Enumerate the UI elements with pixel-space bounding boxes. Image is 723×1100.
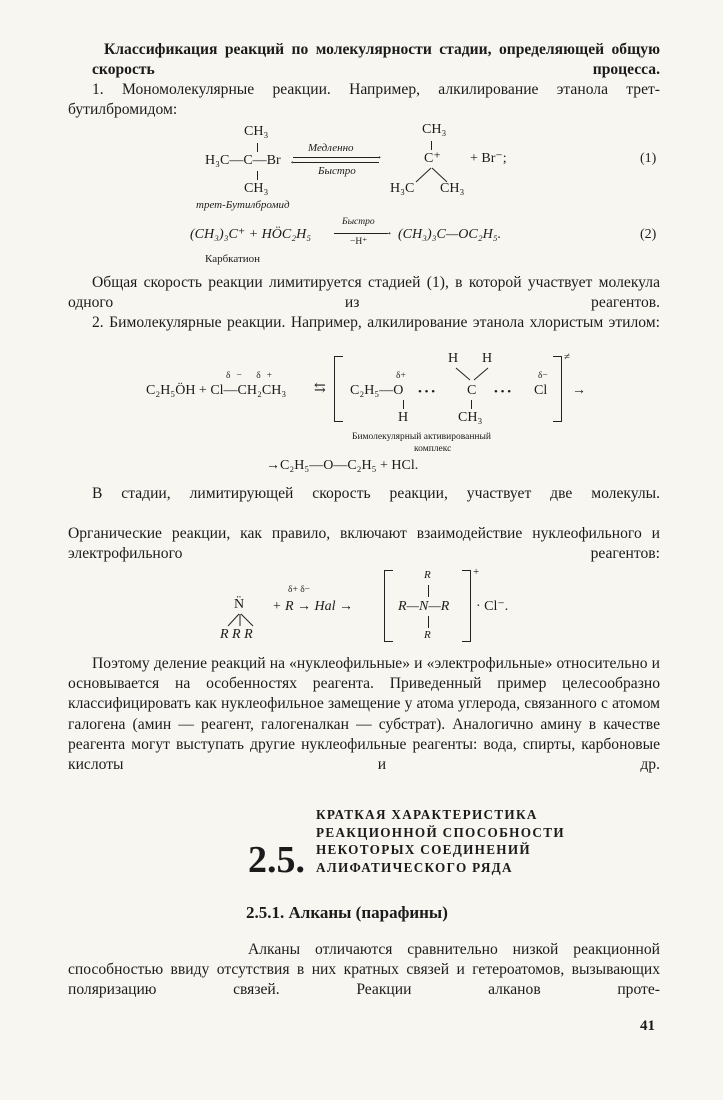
eq3-complex-cl: Cl xyxy=(534,383,548,398)
book-page: Классификация реакций по молекулярности стадии, определяющей общую скорость процесса. 1. Мономолекулярные реакции. Например, алкилирование этанола трет-бутилбромидом: CH₃ H₃C—C—Br CH₃ Медленно → ← Быстро CH₃ C⁺ + Br⁻; H₃C CH₃ (1) трет-Бутилбромид (CH₃)₃C⁺ + HÖC₂H₅ Быстро → −H⁺ (CH₃)₃C—OC₂H₅. (2) Карбкатион Общая скорость реакции лимитируется стадией (1), в которой участвует молекула одного из реагентов. 2. Бимолекулярные реакции. Например, алкилирование этанола хлористым этилом: δ− δ+ C₂H₅ÖH + Cl—CH₂CH₃ ⇆ δ+ C₂H₅—O • • • H H C • • • δ− Cl H CH₃ ≠ → Бимолекулярный активированный комплекс →C₂H₅—O—C₂H₅ + HCl. В стадии, лимитирующей скорость реакции, участвует две молекулы. Органические реакции, как правило, включают взаимодействие нуклеофильного и электрофильного реагентов: N̈ R R R δ+ δ− + R → Hal → R R—N—R R + · Cl⁻. Поэтому деление реакций на «нуклеофильные» и «электрофильные» относительно и основывается на особенностях реагента. Приведенный пример целесообразно классифицировать как нуклеофильное замещение у атома углерода, связанного с атомом галогена (амин — реагент, галогеналкан — субстрат). Аналогично амину в качестве реагента могут выступать другие нуклеофильные реагенты: вода, спирты, карбоновые кислоты и др. 2.5. КРАТКАЯ ХАРАКТЕРИСТИКА РЕАКЦИОННОЙ СПОСОБНОСТИ НЕКОТОРЫХ СОЕДИНЕНИЙ АЛИФАТИЧЕСКОГО РЯДА 2.5.1. Алканы (парафины) Алканы отличаются сравнительно низкой реакционной способностью ввиду отсутствия в них кратных связей и гетероатомов, вызывающих поляризацию связей. Реакции алканов проте- 41 xyxy=(68,41,660,1034)
classification-heading: Классификация реакций по молекулярности стадии, определяющей общую скорость процесса. xyxy=(92,41,660,79)
eq2-arrow-bottom: −H⁺ xyxy=(350,237,368,247)
eq3-complex-left: C₂H₅—O xyxy=(350,383,404,398)
eq1-number: (1) xyxy=(640,151,657,166)
section-title: КРАТКАЯ ХАРАКТЕРИСТИКА РЕАКЦИОННОЙ СПОСОБНОСТИ НЕКОТОРЫХ СОЕДИНЕНИЙ АЛИФАТИЧЕСКОГО РЯДА xyxy=(316,807,565,875)
eq1-cation-left: H₃C xyxy=(390,181,415,196)
paragraph-classification: Поэтому деление реакций на «нуклеофильные» и «электрофильные» относительно и основывается на особенностях реагента. Приведенный пример целесообразно классифицировать как нуклеофильное замещение у атома углерода, связанного с атомом галогена (амин — реагент, галогеналкан — субстрат). Аналогично амину в качестве реагента могут выступать другие нуклеофильные реагенты: вода, спирты, карбоновые кислоты и др. xyxy=(68,655,660,774)
eq3-caption-line2: комплекс xyxy=(414,444,452,454)
eq4-product-r-bottom: R xyxy=(424,629,431,641)
eq3-complex-dots1: • • • xyxy=(418,386,436,398)
eq3-complex-c: C xyxy=(467,383,477,398)
eq4-rrr: R R R xyxy=(220,627,253,642)
eq1-cation-ch3: CH₃ xyxy=(422,122,447,137)
eq4-charge: + xyxy=(473,566,480,578)
eq1-arrow-top-label: Медленно xyxy=(308,142,354,154)
eq3-ch3-bottom: CH₃ xyxy=(458,410,483,425)
eq3-transition: ≠ xyxy=(564,351,571,363)
eq1-ch3-top: CH₃ xyxy=(244,124,269,139)
eq3-reactants: C₂H₅ÖH + Cl—CH₂CH₃ xyxy=(146,383,287,398)
eq3-caption-line1: Бимолекулярный активированный xyxy=(352,432,491,442)
eq2-caption: Карбкатион xyxy=(205,253,261,265)
paragraph-bimolecular: В стадии, лимитирующей скорость реакции, участвует две молекулы. xyxy=(92,485,660,502)
eq3-charges: δ− δ+ xyxy=(226,371,279,381)
item2-text: 2. Бимолекулярные реакции. Например, алкилирование этанола хлористым этилом: xyxy=(92,314,660,331)
paragraph-rate-step: Общая скорость реакции лимитируется стадией (1), в которой участвует молекула одного из реагентов. xyxy=(68,274,660,312)
eq3-h-top-right: H xyxy=(482,351,493,366)
eq2-number: (2) xyxy=(640,227,657,242)
eq3-delta-plus: δ+ xyxy=(396,371,406,381)
page-number: 41 xyxy=(640,1018,655,1034)
eq1-caption: трет-Бутилбромид xyxy=(196,199,290,211)
eq3-complex-dots2: • • • xyxy=(494,386,512,398)
paragraph-alkanes: Алканы отличаются сравнительно низкой реакционной способностью ввиду отсутствия в них кратных связей и гетероатомов, вызывающих поляризацию связей. Реакции алканов проте- xyxy=(68,941,660,999)
eq2-right: (CH₃)₃C—OC₂H₅. xyxy=(398,227,502,242)
eq1-bromide: + Br⁻; xyxy=(470,151,507,166)
eq4-anion: · Cl⁻. xyxy=(476,599,509,614)
eq2-arrow-top: Быстро xyxy=(342,217,375,227)
eq4-product-r-top: R xyxy=(424,569,431,581)
eq4-charges: δ+ δ− xyxy=(288,585,311,595)
eq1-ch3-bottom: CH₃ xyxy=(244,181,269,196)
eq4-product-mid: R—N—R xyxy=(398,599,450,614)
eq3-h-top-left: H xyxy=(448,351,459,366)
subsection-title: 2.5.1. Алканы (парафины) xyxy=(246,903,448,922)
eq2-left: (CH₃)₃C⁺ + HÖC₂H₅ xyxy=(190,227,312,242)
eq1-cation-right: CH₃ xyxy=(440,181,465,196)
eq4-n: N̈ xyxy=(234,597,245,612)
eq3-h-bottom: H xyxy=(398,410,409,425)
eq3-delta-minus: δ− xyxy=(538,371,548,381)
paragraph-nucleophilic: Органические реакции, как правило, включают взаимодействие нуклеофильного и электрофильного реагентов: xyxy=(68,525,660,563)
eq3-products: →C₂H₅—O—C₂H₅ + HCl. xyxy=(266,458,419,473)
section-number: 2.5. xyxy=(248,839,305,881)
eq1-cation-c: C⁺ xyxy=(424,151,441,166)
eq1-arrow-bottom-label: Быстро xyxy=(318,165,356,177)
item1-text: 1. Мономолекулярные реакции. Например, алкилирование этанола трет-бутилбромидом: xyxy=(68,81,660,119)
eq1-h3c-c-br: H₃C—C—Br xyxy=(205,153,281,168)
eq4-reagent: + R → Hal → xyxy=(272,599,353,614)
